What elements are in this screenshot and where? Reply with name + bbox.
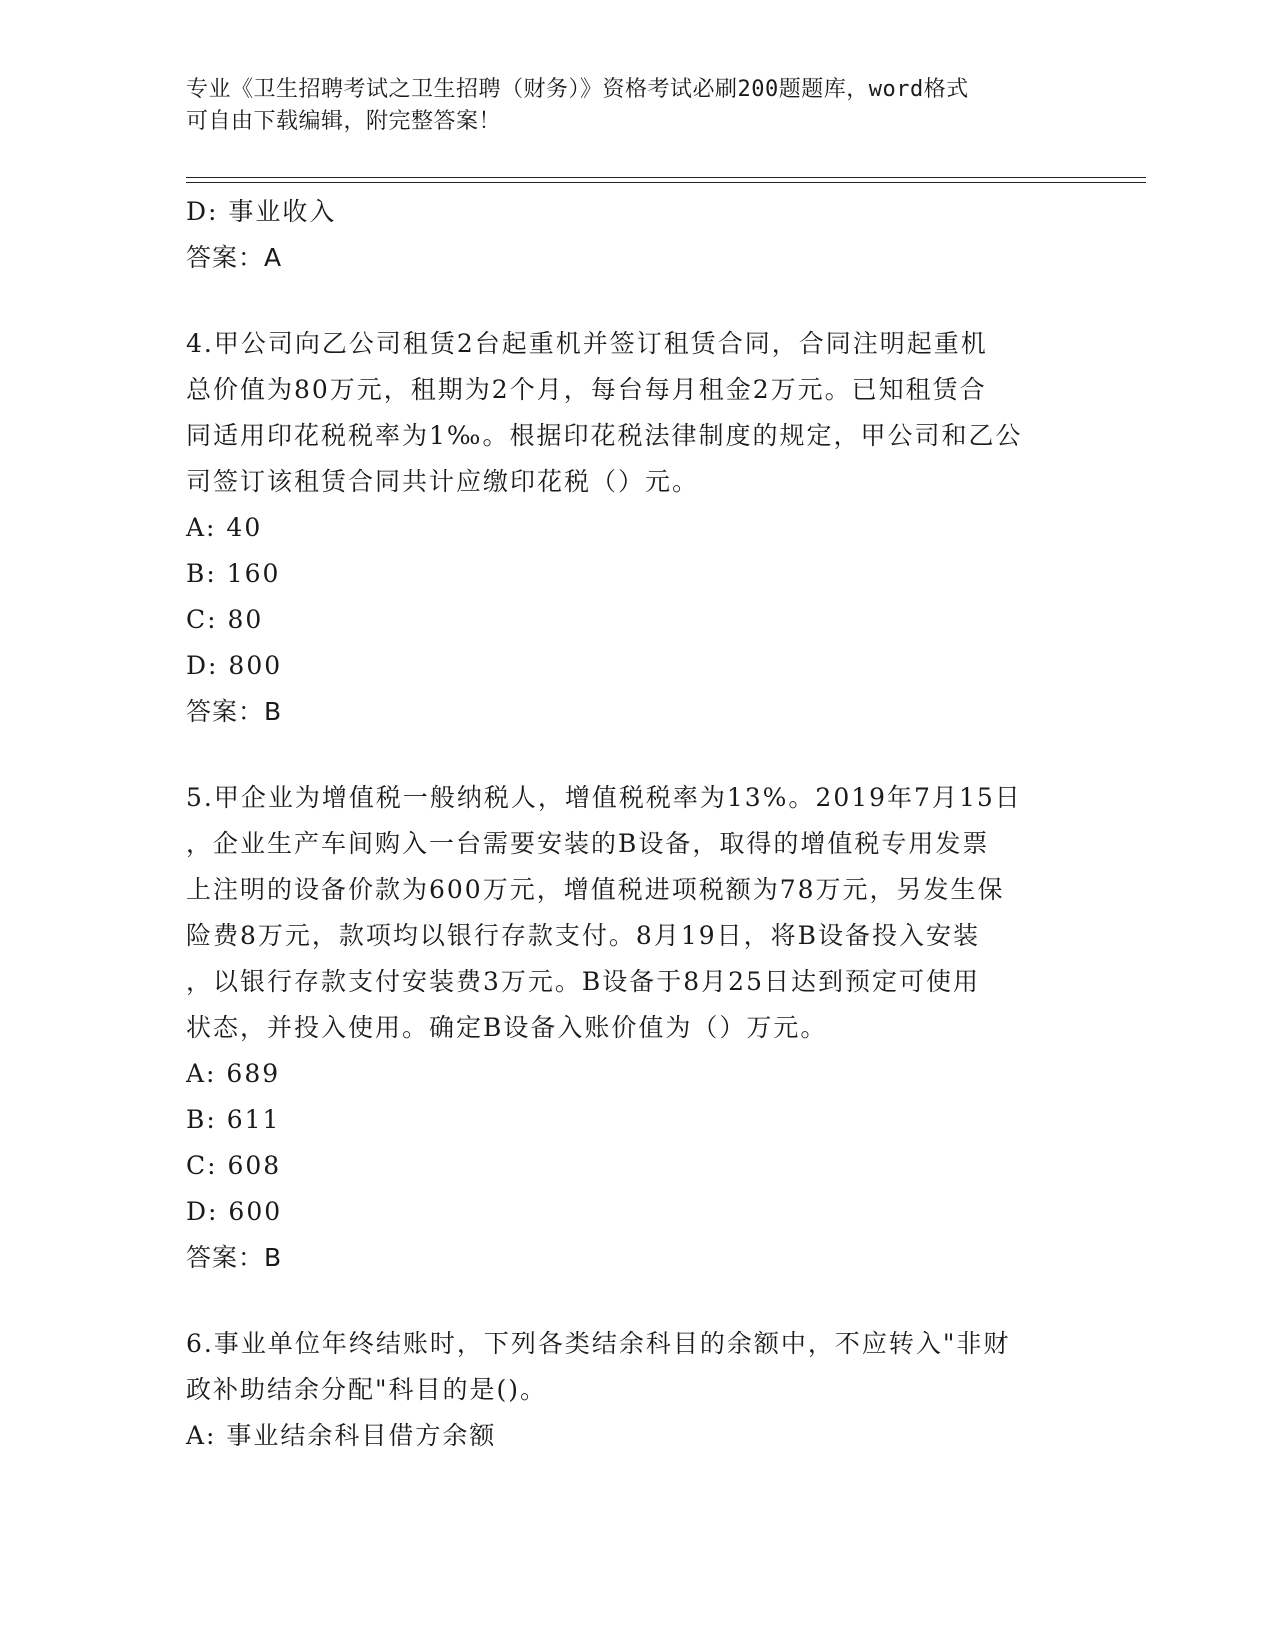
prev-option-d: D: 事业收入: [186, 197, 337, 226]
document-header: [186, 74, 1066, 138]
header-line-2: 可自由下载编辑，附完整答案！: [186, 109, 502, 134]
prev-answer: 答案：A: [186, 243, 283, 272]
question-4-line: 同适用印花税税率为1‰。根据印花税法律制度的规定，甲公司和乙公: [186, 421, 1023, 450]
question-5-line: 5.甲企业为增值税一般纳税人，增值税税率为13%。2019年7月15日: [186, 783, 1022, 812]
question-6-option-a: A: 事业结余科目借方余额: [186, 1421, 497, 1450]
question-5-line: ，以银行存款支付安装费3万元。B设备于8月25日达到预定可使用: [186, 967, 980, 996]
question-6-line: 政补助结余分配"科目的是()。: [186, 1375, 548, 1404]
question-5-line: 险费8万元，款项均以银行存款支付。8月19日，将B设备投入安装: [186, 921, 980, 950]
question-4-line: 总价值为80万元，租期为2个月，每台每月租金2万元。已知租赁合: [186, 375, 987, 404]
question-5-line: ，企业生产车间购入一台需要安装的B设备，取得的增值税专用发票: [186, 829, 990, 858]
question-5: [186, 775, 1086, 1281]
question-6: [186, 1321, 1086, 1459]
question-4-line: 4.甲公司向乙公司租赁2台起重机并签订租赁合同，合同注明起重机: [186, 329, 988, 358]
question-4-answer: 答案：B: [186, 697, 283, 726]
question-5-answer: 答案：B: [186, 1243, 283, 1272]
question-5-option-b: B: 611: [186, 1105, 281, 1134]
header-divider-bottom: [186, 182, 1146, 183]
question-6-line: 6.事业单位年终结账时，下列各类结余科目的余额中，不应转入"非财: [186, 1329, 1011, 1358]
question-4-option-d: D: 800: [186, 651, 283, 680]
question-5-line: 状态，并投入使用。确定B设备入账价值为（）万元。: [186, 1013, 828, 1042]
document-body: [186, 189, 1086, 1459]
question-5-option-d: D: 600: [186, 1197, 283, 1226]
question-4-option-a: A: 40: [186, 513, 263, 542]
question-4: [186, 321, 1086, 735]
question-4-line: 司签订该租赁合同共计应缴印花税（）元。: [186, 467, 700, 496]
header-line-1: 专业《卫生招聘考试之卫生招聘（财务）》资格考试必刷200题题库，word格式: [186, 77, 969, 102]
header-divider-top: [186, 177, 1146, 178]
question-5-option-c: C: 608: [186, 1151, 282, 1180]
question-4-option-c: C: 80: [186, 605, 264, 634]
question-4-option-b: B: 160: [186, 559, 281, 588]
question-5-option-a: A: 689: [186, 1059, 281, 1088]
question-5-line: 上注明的设备价款为600万元，增值税进项税额为78万元，另发生保: [186, 875, 1005, 904]
